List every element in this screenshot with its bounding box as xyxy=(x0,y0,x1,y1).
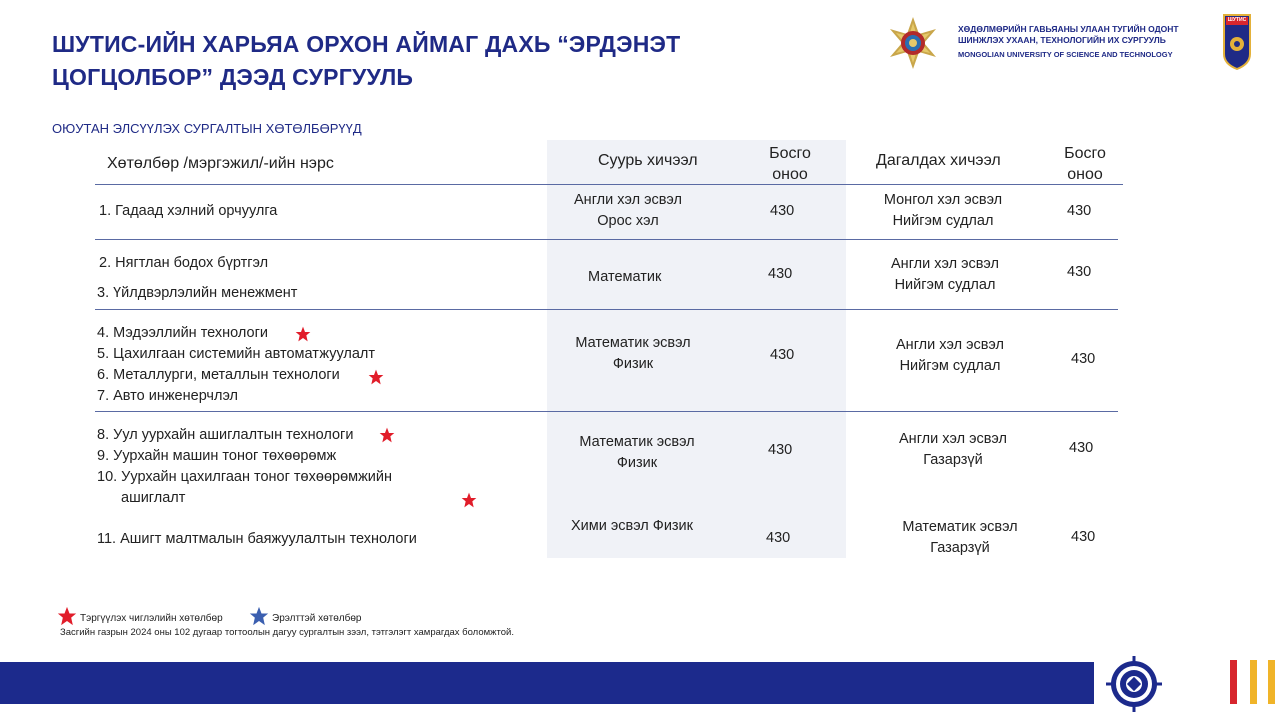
base-subject xyxy=(552,333,714,375)
base-subject-line-1: Математик эсвэл xyxy=(579,434,695,450)
base-subject-line-2: Физик xyxy=(616,455,658,471)
threshold-score: 430 xyxy=(768,266,793,282)
base-subject: Хими эсвэл Физик xyxy=(571,518,694,534)
additional-subject xyxy=(872,429,1034,471)
priority-star-icon xyxy=(368,369,384,385)
additional-subject xyxy=(864,254,1026,296)
additional-subject-line-2: Газарзүй xyxy=(923,452,983,468)
additional-subject-line-1: Англи хэл эсвэл xyxy=(891,256,999,272)
program-name: ашиглалт xyxy=(121,490,186,506)
priority-star-icon xyxy=(379,427,395,443)
program-name: 9. Уурхайн машин тоног төхөөрөмж xyxy=(97,448,337,464)
university-name-mn-2: ШИНЖЛЭХ УХААН, ТЕХНОЛОГИЙН ИХ СУРГУУЛЬ xyxy=(958,35,1166,45)
program-name: 11. Ашигт малтмалын баяжуулалтын технологи xyxy=(97,531,417,547)
program-name: 4. Мэдээллийн технологи xyxy=(97,325,269,341)
legend-demand-label: Эрэлттэй хөтөлбөр xyxy=(272,613,362,624)
program-name: 8. Уул уурхайн ашиглалтын технологи xyxy=(97,427,354,443)
threshold-score: 430 xyxy=(1069,440,1094,456)
program-name: 6. Металлурги, металлын технологи xyxy=(97,367,340,383)
base-subject-line-2: Орос хэл xyxy=(597,213,659,229)
additional-subject-line-1: Англи хэл эсвэл xyxy=(899,431,1007,447)
threshold-score: 430 xyxy=(766,530,791,546)
program-name: 7. Авто инженерчлэл xyxy=(97,388,238,404)
page-title-line-1: ШУТИС-ИЙН ХАРЬЯА ОРХОН АЙМАГ ДАХЬ “ЭРДЭНЭТ xyxy=(52,31,681,57)
university-name xyxy=(958,24,1179,60)
threshold-score: 430 xyxy=(1067,264,1092,280)
threshold-score: 430 xyxy=(1071,529,1096,545)
priority-star-icon xyxy=(461,492,477,508)
column-header-threshold-1 xyxy=(755,143,825,185)
university-logo-text: ШУТИС xyxy=(1227,17,1247,23)
additional-subject xyxy=(879,517,1041,559)
row-divider xyxy=(95,239,1118,240)
column-header-base-subject: Суурь хичээл xyxy=(598,152,698,169)
footer-emblem-icon xyxy=(1104,654,1164,714)
column-header-additional-subject: Дагалдах хичээл xyxy=(876,152,1001,169)
program-name: 10. Уурхайн цахилгаан тоног төхөөрөмжийн xyxy=(97,469,393,485)
additional-subject xyxy=(869,335,1031,377)
base-subject: Математик xyxy=(588,269,662,285)
university-name-mn-1: ХӨДӨЛМӨРИЙН ГАВЬЯАНЫ УЛААН ТУГИЙН ОДОНТ xyxy=(958,24,1179,34)
threshold-2-line-1: Босго xyxy=(1064,145,1106,162)
threshold-score: 430 xyxy=(768,442,793,458)
additional-subject-line-2: Нийгэм судлал xyxy=(894,277,996,293)
legend-note: Засгийн газрын 2024 оны 102 дугаар тогтоолын дагуу сургалтын зээл, тэтгэлэгт хамрагдах боломжтой. xyxy=(60,627,514,638)
base-subject xyxy=(556,432,718,474)
column-header-program: Хөтөлбөр /мэргэжил/-ийн нэрс xyxy=(107,155,334,172)
row-divider xyxy=(95,411,1118,412)
section-subtitle: ОЮУТАН ЭЛСҮҮЛЭХ СУРГАЛТЫН ХӨТӨЛБӨРҮҮД xyxy=(52,121,362,136)
legend-demand-star-icon xyxy=(249,606,269,626)
priority-star-icon xyxy=(295,326,311,342)
footer-bar xyxy=(0,662,1094,704)
base-subject-line-2: Физик xyxy=(612,356,654,372)
threshold-score: 430 xyxy=(770,203,795,219)
page-title xyxy=(52,28,752,94)
base-subject-line-1: Англи хэл эсвэл xyxy=(574,192,682,208)
additional-subject xyxy=(862,190,1024,232)
footer-stripe-red xyxy=(1230,660,1237,704)
additional-subject-line-1: Математик эсвэл xyxy=(902,519,1018,535)
threshold-1-line-2: оноо xyxy=(772,166,808,183)
university-logo xyxy=(1222,14,1252,70)
program-name: 3. Үйлдвэрлэлийн менежмент xyxy=(97,285,298,301)
threshold-score: 430 xyxy=(1071,351,1096,367)
threshold-2-line-2: оноо xyxy=(1067,166,1103,183)
additional-subject-line-2: Газарзүй xyxy=(930,540,990,556)
program-name: 1. Гадаад хэлний орчуулга xyxy=(99,203,278,219)
legend-priority-label: Тэргүүлэх чиглэлийн хөтөлбөр xyxy=(80,613,223,624)
threshold-1-line-1: Босго xyxy=(769,145,811,162)
threshold-score: 430 xyxy=(770,347,795,363)
additional-subject-line-2: Нийгэм судлал xyxy=(899,358,1001,374)
footer-stripe-yellow xyxy=(1250,660,1257,704)
order-medal-icon xyxy=(884,16,942,70)
legend-priority-star-icon xyxy=(57,606,77,626)
base-subject xyxy=(547,190,709,232)
column-header-threshold-2 xyxy=(1050,143,1120,185)
row-divider xyxy=(95,309,1118,310)
footer-stripe-yellow xyxy=(1268,660,1275,704)
page-title-line-2: ЦОГЦОЛБОР” ДЭЭД СУРГУУЛЬ xyxy=(52,64,414,90)
program-name: 2. Нягтлан бодох бүртгэл xyxy=(99,255,269,271)
header-divider xyxy=(95,184,1123,185)
base-subject-line-1: Математик эсвэл xyxy=(575,335,691,351)
additional-subject-line-1: Англи хэл эсвэл xyxy=(896,337,1004,353)
program-name: 5. Цахилгаан системийн автоматжуулалт xyxy=(97,346,376,362)
university-name-en: MONGOLIAN UNIVERSITY OF SCIENCE AND TECHNOLOGY xyxy=(958,50,1173,59)
additional-subject-line-2: Нийгэм судлал xyxy=(892,213,994,229)
threshold-score: 430 xyxy=(1067,203,1092,219)
additional-subject-line-1: Монгол хэл эсвэл xyxy=(883,192,1003,208)
